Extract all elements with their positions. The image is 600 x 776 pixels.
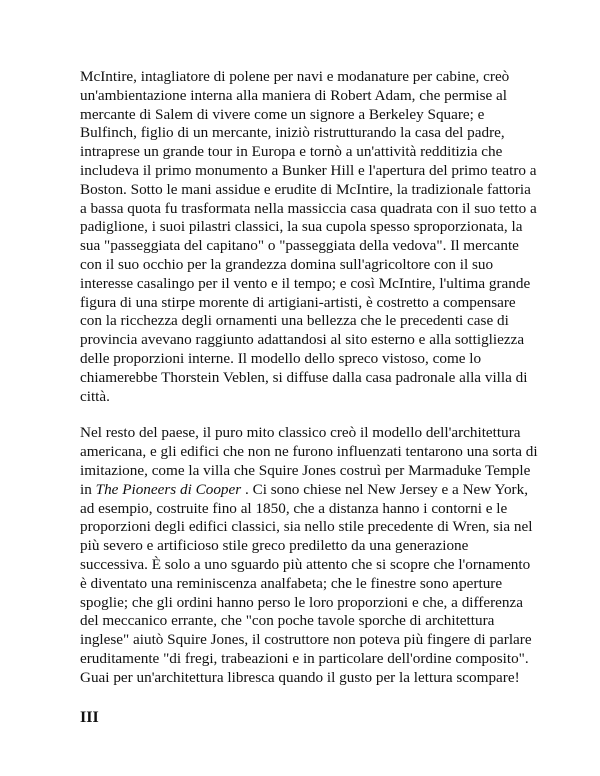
document-page: [80, 68, 540, 728]
paragraph-mcintire-bulfinch: McIntire, intagliatore di polene per navi e modanature per cabine, creò un'ambientazione interna alla maniera di Robert Adam, che permise al mercante di Salem di vivere come un signore a Berkeley Square; e Bulfinch, figlio di un mercante, iniziò ristrutturando la casa del padre, intraprese un grande tour in Europa e tornò a un'attività redditizia che includeva il primo monumento a Bunker Hill e l'apertura del primo teatro a Boston. Sotto le mani assidue e erudite di McIntire, la tradizionale fattoria a bassa quota fu trasformata nella massiccia casa quadrata con il suo tetto a padiglione, i suoi pilastri classici, la sua cupola spesso sproporzionata, la sua "passeggiata del capitano" o "passeggiata della vedova". Il mercante con il suo occhio per la grandezza domina sull'agricoltore con il suo interesse casalingo per il vento e il tempo; e così McIntire, l'ultima grande figura di una stirpe morente di artigiani-artisti, è costretto a compensare con la ricchezza degli ornamenti una bellezza che le precedenti case di provincia avevano raggiunto adattandosi al sito esterno e alla sottigliezza delle proporzioni interne. Il modello dello spreco vistoso, come lo chiamerebbe Thorstein Veblen, si diffuse dalla casa padronale alla villa di città.: [80, 68, 537, 405]
section-heading: III: [80, 708, 99, 726]
book-title-pioneers: The Pioneers di Cooper: [95, 480, 242, 498]
paragraph-2-text-start: Nel resto del paese, il puro mito classico creò il modello dell'architettura americana, e gli edifici che non ne furono influenzati tentarono una sorta di imitazione, come la villa che Squire Jones costruì per Marmaduke Temple in: [80, 424, 538, 498]
paragraph-classical-myth: [80, 424, 540, 687]
paragraph-2-text-end: . Ci sono chiese nel New Jersey e a New York, ad esempio, costruite fino al 1850, che a distanza hanno i contorni e le proporzioni degli edifici classici, sia nello stile precedente di Wren, sia nel più severo e artificioso stile greco prediletto da una generazione successiva. È solo a uno sguardo più attento che si scopre che l'ornamento è diventato una reminiscenza analfabeta; che le finestre sono aperture spoglie; che gli ordini hanno perso le loro proporzioni e che, a differenza del meccanico errante, che "con poche tavole sporche di architettura inglese" aiutò Squire Jones, il costruttore non poteva più fingere di parlare eruditamente "di fregi, trabeazioni e in particolare dell'ordine composito". Guai per un'architettura libresca quando il gusto per la lettura scompare!: [80, 480, 533, 686]
